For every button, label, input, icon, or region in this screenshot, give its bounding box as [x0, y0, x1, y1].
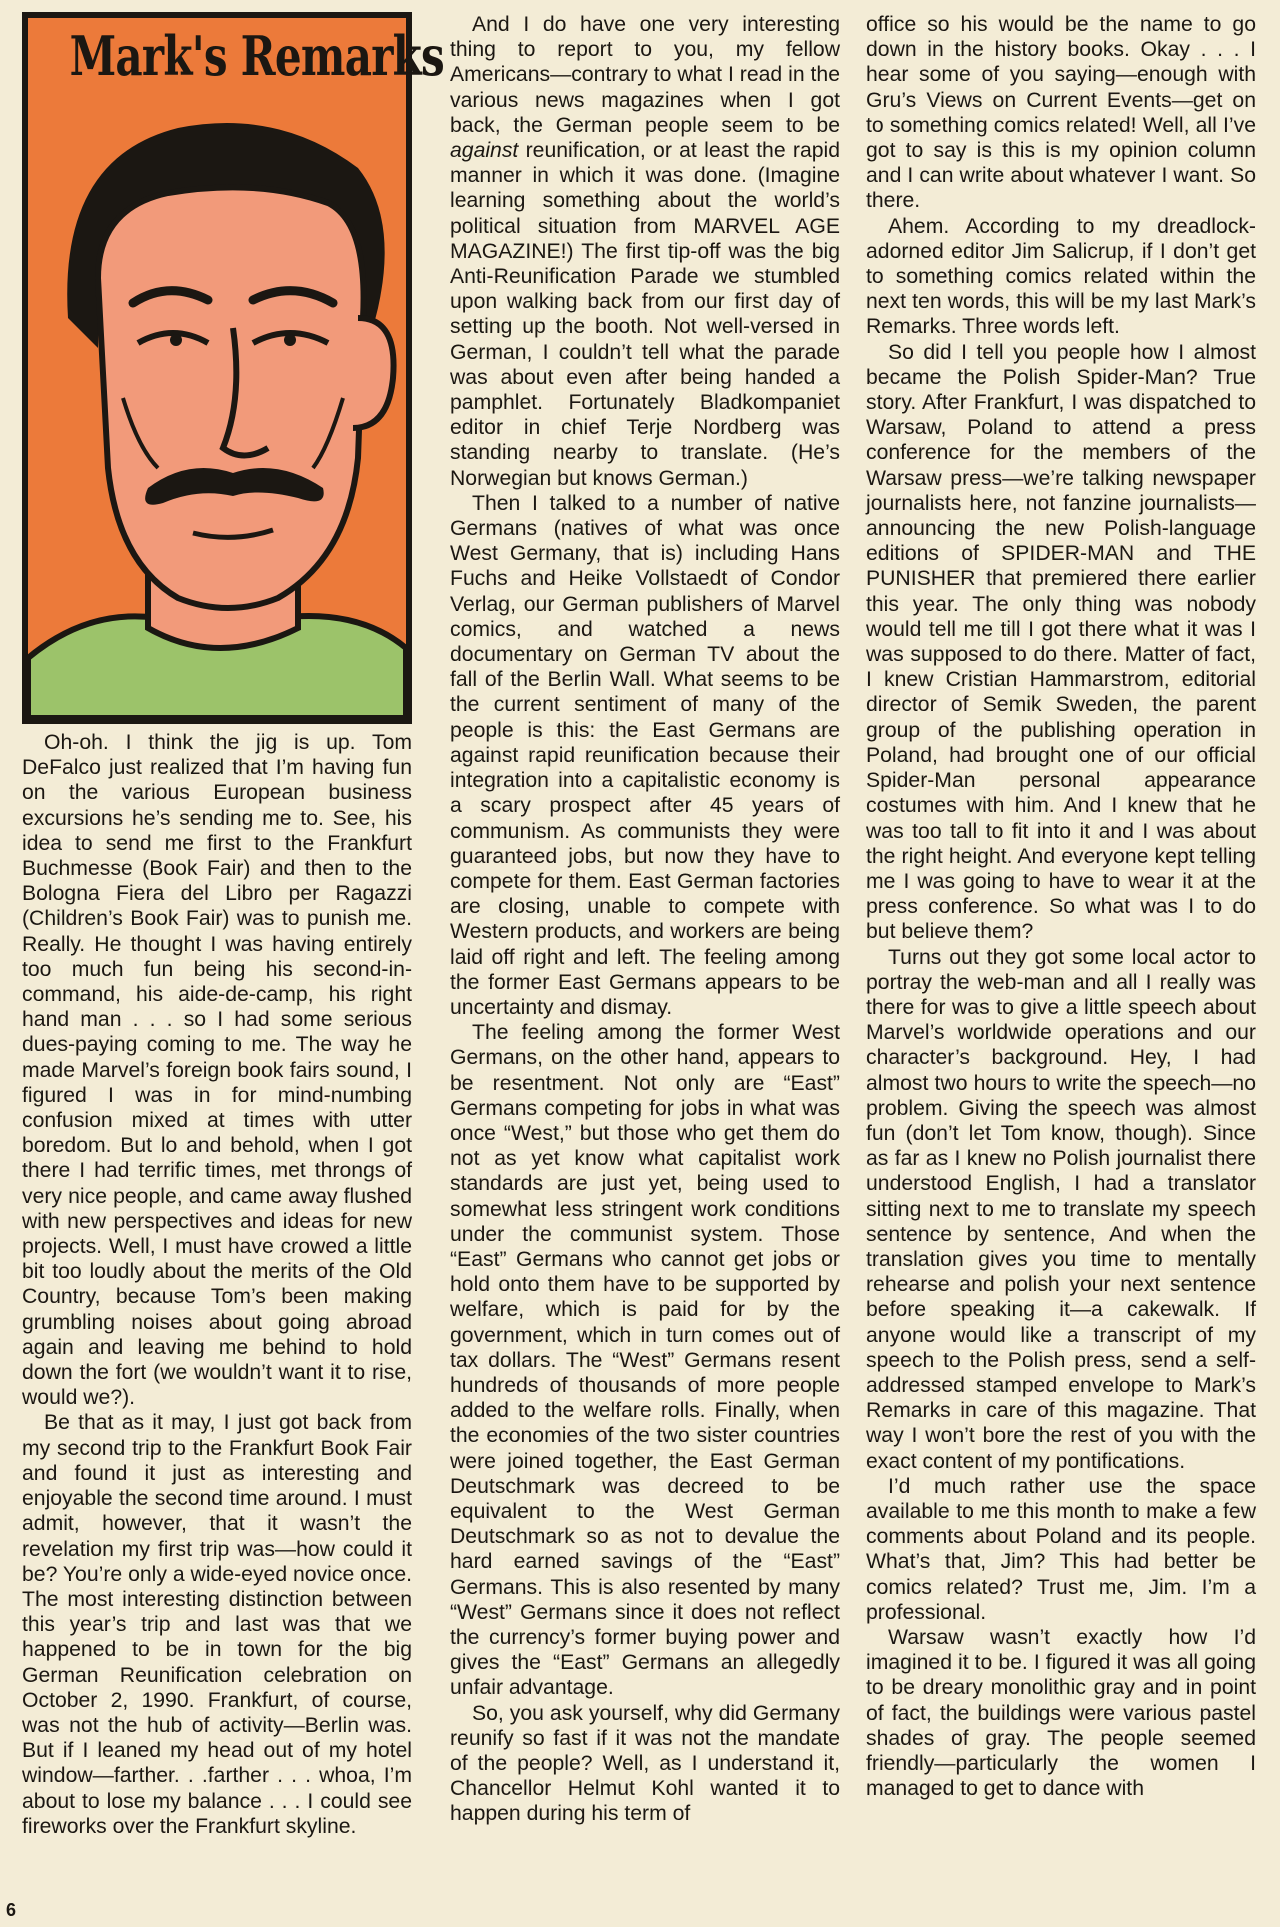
paragraph: Turns out they got some local actor to portray the web-man and all I really was there for was to give a little speech about Marvel’s worldwide operations and our character’s background. Hey, I had almost two hours to write the speech—no problem. Giving the speech was almost fun (don’t let Tom know, though). Since as far as I knew no Polish journalist there understood English, I had a translator sitting next to me to translate my speech sentence by sentence, And when the translation gives you time to mentally rehearse and polish your next sentence before speaking it—a cakewalk. If anyone would like a transcript of my speech to the Polish press, send a self-addressed stamped envelope to Mark’s Remarks in care of this magazine. That way I won’t bore the rest of you with the exact content of my pontifications.	[866, 945, 1256, 1473]
column-title: Mark's Remarks	[69, 24, 444, 88]
paragraph: Be that as it may, I just got back from my second trip to the Frankfurt Book Fair and found it just as interesting and enjoyable the second time around. I must admit, however, that it wasn’t the revelation my first trip was—how could it be? You’re only a wide-eyed novice once. The most interesting distinction between this year’s trip and last was that we happened to be in town for the big German Reunification celebration on October 2, 1990. Frankfurt, of course, was not the hub of activity—Berlin was. But if I leaned my head out of my hotel window—farther. . .farther . . . whoa, I’m about to lose my balance . . . I could see fireworks over the Frankfurt skyline.	[22, 1411, 412, 1838]
paragraph: So, you ask yourself, why did Germany reunify so fast if it was not the mandate of the people? Well, as I understand it, Chancellor Helmut Kohl wanted it to happen during his term of	[450, 1701, 840, 1826]
paragraph: Then I talked to a number of native Germans (natives of what was once West Germany, that is) including Hans Fuchs and Heike Vollstaedt of Condor Verlag, our German publishers of Marvel comics, and watched a news documentary on German TV about the fall of the Berlin Wall. What seems to be the current sentiment of many of the people is this: the East Germans are against rapid reunification because their integration into a capitalistic economy is a scary prospect after 45 years of communism. As communists they were guaranteed jobs, but now they have to compete for them. East German factories are closing, unable to compete with Western products, and workers are being laid off right and left. The feeling among the former East Germans appears to be uncertainty and dismay.	[450, 491, 840, 1019]
paragraph: Oh-oh. I think the jig is up. Tom DeFalco just realized that I’m having fun on the various European business excursions he’s sending me to. See, his idea to send me first to the Frankfurt Buchmesse (Book Fair) and then to the Bologna Fiera del Libro per Ragazzi (Children’s Book Fair) was to punish me. Really. He thought I was having entirely too much fun being his second-in-command, his aide-de-camp, his right hand man . . . so I had some serious dues-paying coming to me. The way he made Marvel’s foreign book fairs sound, I figured I was in for mind-numbing confusion mixed at times with utter boredom. But lo and behold, when I got there I had terrific times, met throngs of very nice people, and came away flushed with new perspectives and ideas for new projects. Well, I must have crowed a little bit too loudly about the merits of the Old Country, because Tom’s been making grumbling noises about going abroad again and leaving me behind to hold down the fort (we wouldn’t want it to rise, would we?).	[22, 731, 412, 1410]
ear-shape	[353, 318, 394, 428]
paragraph: So did I tell you people how I almost became the Polish Spider-Man? True story. After Frankfurt, I was dispatched to Warsaw, Poland to attend a press conference for the members of the Warsaw press—we’re talking newspaper journalists here, not fanzine journalists—announcing the new Polish-language editions of SPIDER-MAN and THE PUNISHER that premiered there earlier this year. The only thing was nobody would tell me till I got there what it was I was supposed to do there. Matter of fact, I knew Cristian Hammarstrom, editorial director of Semik Sweden, the parent group of the publishing operation in Poland, had brought one of our official Spider-Man personal appearance costumes with him. And I knew that he was too tall to fit into it and I was about the right height. And everyone kept telling me I was going to have to wear it at the press conference. So what was I to do but believe them?	[866, 340, 1256, 944]
paragraph: Ahem. According to my dreadlock-adorned editor Jim Salicrup, if I don’t get to something comics related within the next ten words, this will be my last Mark’s Remarks. Three words left.	[866, 214, 1256, 339]
text-run: And I do have one very interesting thing to report to you, my fellow Americans—contrary to what I read in the various news magazines when I got back, the German people seem to be	[450, 13, 840, 137]
paragraph	[450, 12, 840, 491]
column-3	[866, 12, 1256, 1801]
paragraph: I’d much rather use the space available to me this month to make a few comments about Poland and its people. What’s that, Jim? This had better be comics related? Trust me, Jim. I’m a professional.	[866, 1474, 1256, 1624]
column-illustration	[22, 12, 444, 724]
page-number: 6	[6, 1900, 17, 1920]
paragraph: The feeling among the former West Germans, on the other hand, appears to be resentment. Not only are “East” Germans competing for jobs in what was once “West,” but those who get them do not as yet know what capitalist work standards are just yet, being used to somewhat less stringent work conditions under the communist system. Those “East” Germans who cannot get jobs or hold onto them have to be supported by welfare, which is paid for by the government, which in turn comes out of tax dollars. The “West” Germans resent hundreds of thousands of more people added to the welfare rolls. Finally, when the economies of the two sister countries were joined together, the East German Deutschmark was decreed to be equivalent to the West German Deutschmark so as not to devalue the hard earned savings of the “East” Germans. This is also resented by many “West” Germans since it does not reflect the currency’s former buying power and gives the “East” Germans an allegedly unfair advantage.	[450, 1021, 840, 1700]
face-shape	[98, 187, 364, 608]
column-1	[22, 12, 444, 1839]
column-2	[450, 12, 840, 1827]
emphasis-text: against	[450, 139, 519, 163]
paragraph-continued: office so his would be the name to go down in the history books. Okay . . . I hear some of you saying—enough with Gru’s Views on Current Events—get on to something comics related! Well, all I’ve got to say is this is my opinion column and I can write about whatever I want. So there.	[866, 13, 1256, 213]
portrait-illustration	[28, 18, 444, 718]
text-run: reunification, or at least the rapid manner in which it was done. (Imagine learning something about the world’s political situation from MARVEL AGE MAGAZINE!) The first tip-off was the big Anti-Reunification Parade we stumbled upon walking back from our first day of setting up the booth. Not well-versed in German, I couldn’t tell what the parade was about even after being handed a pamphlet. Fortunately Bladkompaniet editor in chief Terje Nordberg was standing nearby to translate. (He’s Norwegian but knows German.)	[450, 139, 840, 490]
paragraph: Warsaw wasn’t exactly how I’d imagined it to be. I figured it was all going to be dreary monolithic gray and in point of fact, the buildings were various pastel shades of gray. The people seemed friendly—particularly the women I managed to get to dance with	[866, 1626, 1256, 1801]
illustration-panel	[28, 18, 444, 718]
